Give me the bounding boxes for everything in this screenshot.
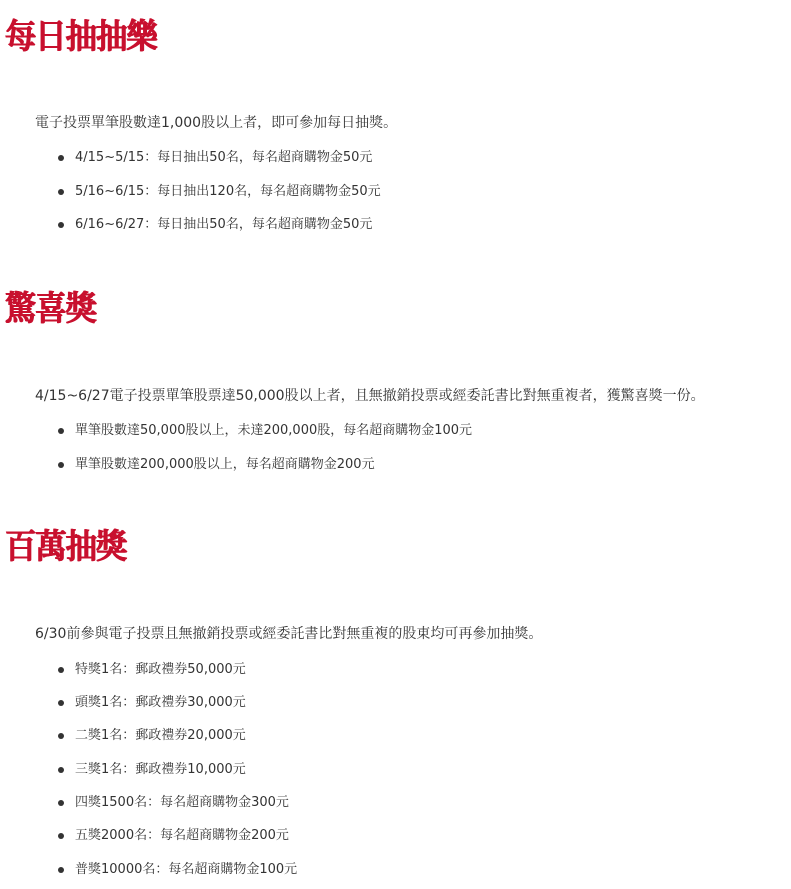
bullet-icon bbox=[58, 867, 64, 873]
bullet-icon bbox=[58, 767, 64, 773]
bullet-icon bbox=[58, 667, 64, 673]
list-item-text: 5/16~6/15：每日抽出120名，每名超商購物金50元 bbox=[75, 184, 381, 199]
bullet-icon bbox=[58, 733, 64, 739]
bullet-icon bbox=[58, 833, 64, 839]
section-title-surprise-prize: 驚喜獎 bbox=[5, 289, 97, 329]
section-intro-daily-draw: 電子投票單筆股數達1,000股以上者，即可參加每日抽獎。 bbox=[35, 115, 398, 131]
list-item-text: 單筆股數達200,000股以上，每名超商購物金200元 bbox=[75, 457, 375, 472]
list-item-text: 4/15~5/15：每日抽出50名，每名超商購物金50元 bbox=[75, 150, 373, 165]
bullet-icon bbox=[58, 428, 64, 434]
list-item-text: 五獎2000名：每名超商購物金200元 bbox=[75, 828, 289, 843]
bullet-icon bbox=[58, 462, 64, 468]
bullet-icon bbox=[58, 800, 64, 806]
list-item-text: 二獎1名：郵政禮券20,000元 bbox=[75, 728, 246, 743]
bullet-icon bbox=[58, 189, 64, 195]
list-item-text: 普獎10000名：每名超商購物金100元 bbox=[75, 862, 298, 877]
list-item-text: 單筆股數達50,000股以上，未達200,000股，每名超商購物金100元 bbox=[75, 423, 473, 438]
section-title-daily-draw: 每日抽抽樂 bbox=[5, 17, 157, 57]
bullet-icon bbox=[58, 222, 64, 228]
bullet-icon bbox=[58, 155, 64, 161]
list-item-text: 四獎1500名：每名超商購物金300元 bbox=[75, 795, 289, 810]
section-intro-surprise-prize: 4/15~6/27電子投票單筆股票達50,000股以上者，且無撤銷投票或經委託書比對無重複者，獲驚喜獎一份。 bbox=[35, 388, 705, 404]
section-intro-million-draw: 6/30前參與電子投票且無撤銷投票或經委託書比對無重複的股東均可再參加抽獎。 bbox=[35, 626, 543, 642]
list-item-text: 特獎1名：郵政禮券50,000元 bbox=[75, 662, 246, 677]
bullet-icon bbox=[58, 700, 64, 706]
list-item-text: 頭獎1名：郵政禮券30,000元 bbox=[75, 695, 246, 710]
list-item-text: 三獎1名：郵政禮券10,000元 bbox=[75, 762, 246, 777]
section-title-million-draw: 百萬抽獎 bbox=[5, 527, 127, 567]
list-item-text: 6/16~6/27：每日抽出50名，每名超商購物金50元 bbox=[75, 217, 373, 232]
